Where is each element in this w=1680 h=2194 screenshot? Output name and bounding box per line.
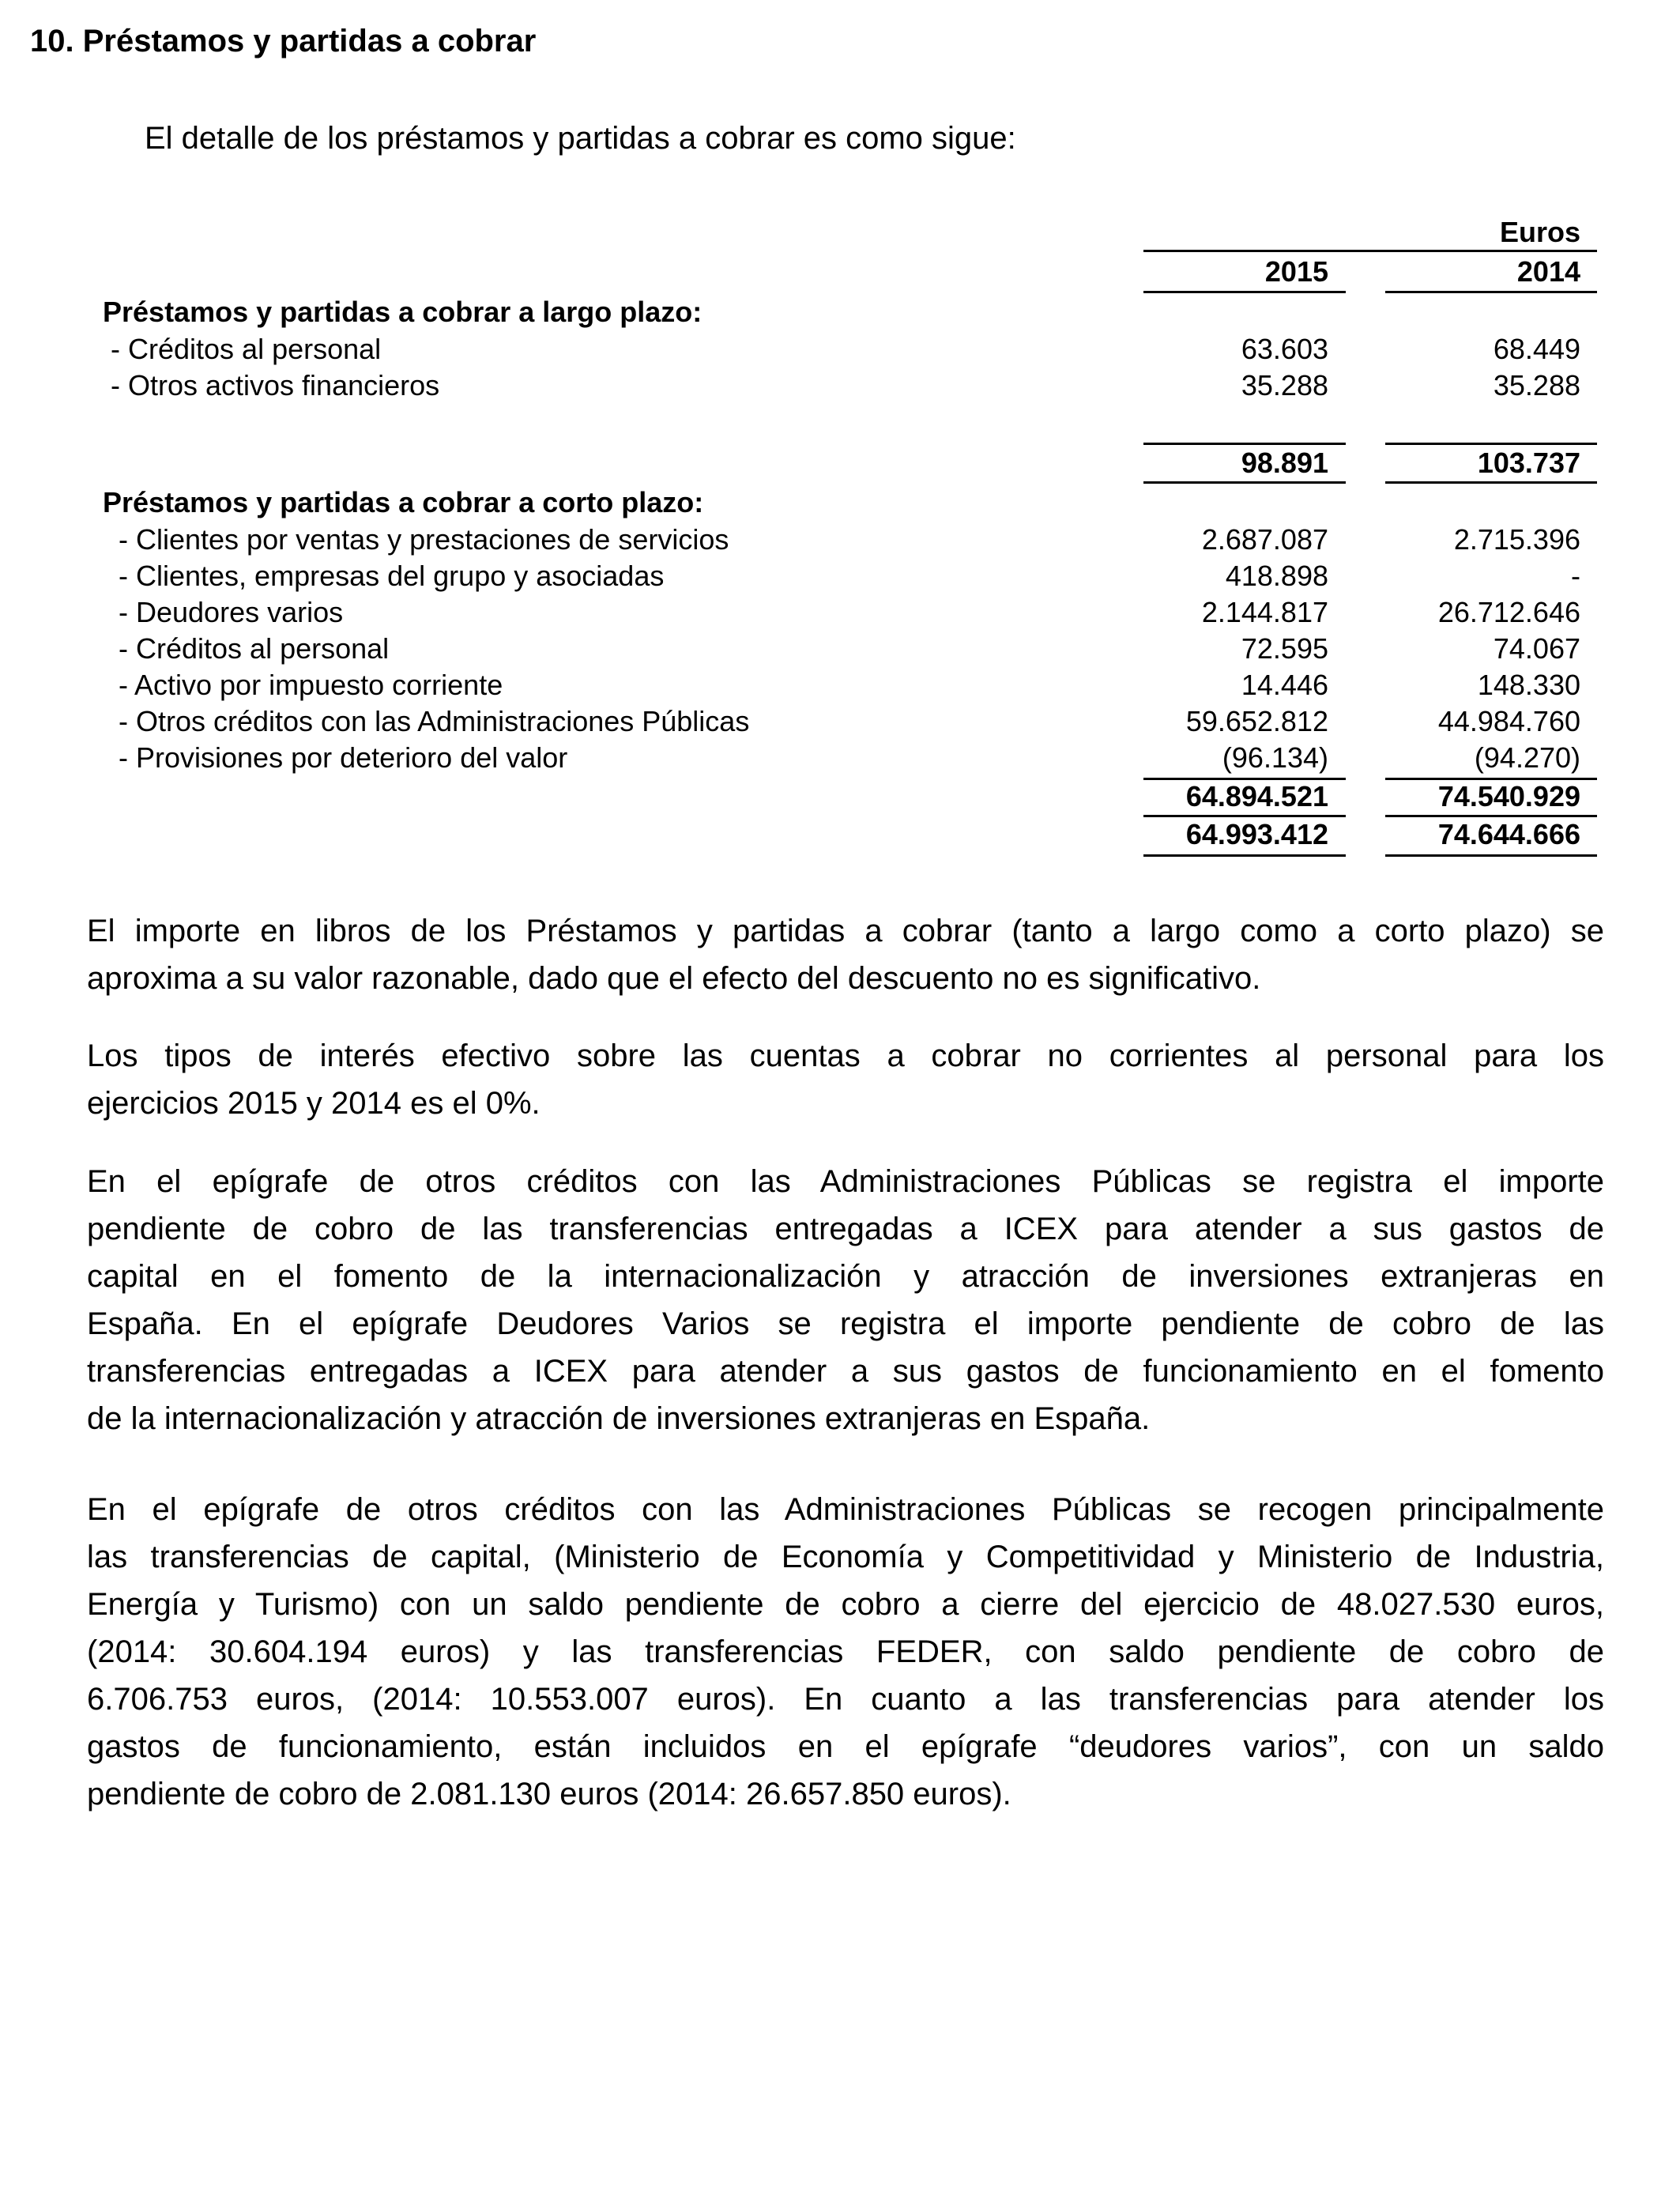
table-cell-2014: 44.984.760	[1437, 705, 1580, 737]
paragraph-line: de la internacionalización y atracción de inversiones extranjeras en España.	[87, 1401, 1151, 1436]
table-row-label: - Clientes, empresas del grupo y asociadas	[119, 560, 665, 592]
short-term-title: Préstamos y partidas a cobrar a corto plazo:	[103, 486, 704, 518]
table-cell-2015: (96.134)	[1222, 741, 1328, 774]
paragraph-line: 6.706.753 euros, (2014: 10.553.007 euros). En cuanto a las transferencias para atender los	[87, 1682, 1604, 1717]
paragraph-line: España. En el epígrafe Deudores Varios se registra el importe pendiente de cobro de las	[87, 1306, 1604, 1341]
subtotal-underline-2015	[1143, 481, 1346, 484]
table-row-label: - Otros créditos con las Administraciones Públicas	[119, 705, 750, 737]
paragraph	[87, 907, 1604, 1002]
table-cell-2014: 74.067	[1493, 632, 1580, 665]
table-cell-2015: 2.144.817	[1201, 596, 1328, 628]
paragraph-line: El importe en libros de los Préstamos y partidas a cobrar (tanto a largo como a corto plazo) se	[87, 914, 1604, 948]
table-row-label: - Activo por impuesto corriente	[119, 669, 503, 701]
table-cell-2014: 148.330	[1477, 669, 1580, 701]
header-rule	[1143, 250, 1597, 252]
col-header-2015: 2015	[1264, 255, 1328, 288]
paragraph	[87, 1032, 1604, 1127]
paragraph-line: Energía y Turismo) con un saldo pendiente de cobro a cierre del ejercicio de 48.027.530 euros,	[87, 1587, 1604, 1622]
grand-total-2015: 64.993.412	[1185, 818, 1328, 850]
col-header-2014: 2014	[1516, 255, 1580, 288]
col-2015-header-underline	[1143, 291, 1346, 293]
table-cell-2015: 2.687.087	[1201, 523, 1328, 556]
paragraph-line: las transferencias de capital, (Ministerio de Economía y Competitividad y Ministerio de Industria,	[87, 1540, 1604, 1574]
long-term-subtotal-2014: 103.737	[1477, 447, 1580, 479]
paragraph-line: En el epígrafe de otros créditos con las Administraciones Públicas se recogen principalmente	[87, 1492, 1604, 1527]
table-row-label: - Créditos al personal	[111, 333, 382, 365]
table-cell-2015: 63.603	[1241, 333, 1328, 365]
table-cell-2014: 26.712.646	[1437, 596, 1580, 628]
table-row-label: - Créditos al personal	[119, 632, 390, 665]
table-cell-2015: 14.446	[1241, 669, 1328, 701]
subtotal-rule-2015	[1143, 443, 1346, 445]
intro-text: El detalle de los préstamos y partidas a cobrar es como sigue:	[145, 121, 1016, 156]
paragraph-line: aproxima a su valor razonable, dado que el efecto del descuento no es significativo.	[87, 961, 1261, 996]
table-row-label: - Clientes por ventas y prestaciones de servicios	[119, 523, 729, 556]
short-term-subtotal-2015: 64.894.521	[1185, 780, 1328, 812]
paragraph-line: gastos de funcionamiento, están incluidos en el epígrafe “deudores varios”, con un saldo	[87, 1729, 1604, 1764]
table-cell-2015: 418.898	[1225, 560, 1328, 592]
table-row-label: - Otros activos financieros	[111, 369, 440, 401]
table-cell-2014: 68.449	[1493, 333, 1580, 365]
unit-label: Euros	[1499, 216, 1580, 248]
long-term-title: Préstamos y partidas a cobrar a largo plazo:	[103, 296, 703, 328]
paragraph-line: capital en el fomento de la internacionalización y atracción de inversiones extranjeras en	[87, 1259, 1604, 1294]
paragraph-line: (2014: 30.604.194 euros) y las transferencias FEDER, con saldo pendiente de cobro de	[87, 1634, 1604, 1669]
table-cell-2014: 35.288	[1493, 369, 1580, 401]
paragraph-line: Los tipos de interés efectivo sobre las cuentas a cobrar no corrientes al personal para los	[87, 1039, 1604, 1073]
paragraph-line: transferencias entregadas a ICEX para atender a sus gastos de funcionamiento en el fomento	[87, 1354, 1604, 1389]
paragraph	[87, 1158, 1604, 1442]
paragraph-line: ejercicios 2015 y 2014 es el 0%.	[87, 1086, 541, 1121]
table-cell-2014: 2.715.396	[1453, 523, 1580, 556]
paragraph	[87, 1486, 1604, 1818]
long-term-subtotal-2015: 98.891	[1241, 447, 1328, 479]
section-heading: 10. Préstamos y partidas a cobrar	[30, 24, 537, 58]
paragraph-line: En el epígrafe de otros créditos con las Administraciones Públicas se registra el importe	[87, 1164, 1604, 1199]
subtotal-underline-2014	[1385, 481, 1597, 484]
grand-total-2014: 74.644.666	[1437, 818, 1580, 850]
table-cell-2015: 72.595	[1241, 632, 1328, 665]
col-2014-header-underline	[1385, 291, 1597, 293]
table-cell-2014: (94.270)	[1474, 741, 1580, 774]
table-cell-2014: -	[1571, 560, 1580, 592]
paragraph-line: pendiente de cobro de 2.081.130 euros (2014: 26.657.850 euros).	[87, 1777, 1011, 1811]
paragraph-line: pendiente de cobro de las transferencias entregadas a ICEX para atender a sus gastos de	[87, 1212, 1604, 1246]
subtotal-rule-2014	[1385, 443, 1597, 445]
table-cell-2015: 35.288	[1241, 369, 1328, 401]
total-underline-2014	[1385, 854, 1597, 857]
total-underline-2015	[1143, 854, 1346, 857]
table-cell-2015: 59.652.812	[1185, 705, 1328, 737]
table-row-label: - Deudores varios	[119, 596, 344, 628]
table-row-label: - Provisiones por deterioro del valor	[119, 741, 568, 774]
short-term-subtotal-2014: 74.540.929	[1437, 780, 1580, 812]
